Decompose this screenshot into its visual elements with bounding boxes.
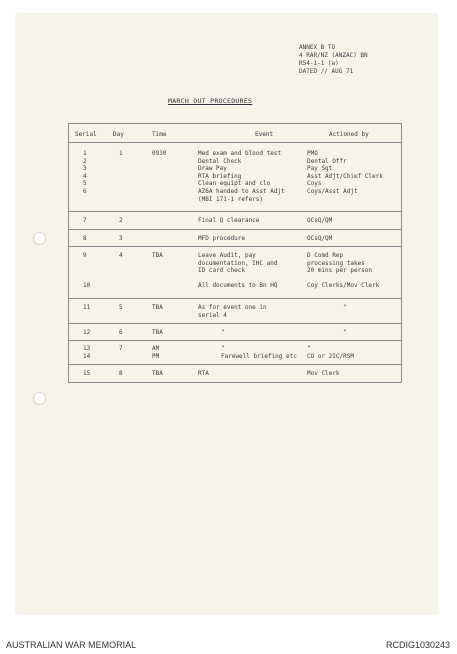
row-4-serial: 9 10 — [83, 252, 91, 290]
row-8-actioned: Mov Clerk — [307, 370, 340, 377]
row-2-day: 2 — [119, 217, 123, 224]
annex-line-3: R54-1-1 (a) — [299, 60, 339, 67]
annex-line-1: ANNEX B TO — [299, 44, 336, 51]
row-divider-3 — [69, 246, 401, 247]
punch-hole-top — [33, 232, 46, 245]
row-7-serial: 13 14 — [83, 345, 91, 360]
row-divider-7 — [69, 364, 401, 365]
footer-record-id: RCDIG1030243 — [385, 640, 450, 650]
punch-hole-bottom — [33, 392, 46, 405]
row-divider-1 — [69, 211, 401, 212]
annex-line-2: 4 RAR/NZ (ANZAC) BN — [299, 52, 368, 59]
row-divider-2 — [69, 229, 401, 230]
row-7-event: " Farewell briefing etc — [221, 345, 297, 360]
row-5-day: 5 — [119, 304, 123, 311]
row-6-time: TBA — [152, 329, 163, 336]
row-8-serial: 15 — [83, 370, 91, 377]
header-day: Day — [113, 131, 124, 138]
header-event: Event — [255, 131, 274, 138]
row-divider-6 — [69, 340, 401, 341]
row-6-day: 6 — [119, 329, 123, 336]
row-4-day: 4 — [119, 252, 123, 259]
row-3-event: MFD procedure — [198, 235, 245, 242]
row-5-time: TBA — [152, 304, 163, 311]
annex-reference — [299, 44, 368, 76]
row-3-actioned: OCsQ/QM — [307, 235, 333, 242]
row-8-time: TBA — [152, 370, 163, 377]
document-title: MARCH OUT PROCEDURES — [168, 97, 253, 105]
row-5-event: As for event one in serial 4 — [198, 304, 267, 319]
footer-archive-name: AUSTRALIAN WAR MEMORIAL — [6, 640, 137, 650]
row-7-day: 7 — [119, 345, 123, 352]
row-7-time: AM PM — [152, 345, 160, 360]
row-1-event: Med exam and blood test Dental Check Draw Pay RTA briefing Clean equipt and clo AZ6A handed to Asst Adjt (MBI 171-1 refers) — [198, 150, 285, 203]
row-6-event: " — [221, 329, 225, 336]
header-divider — [69, 142, 401, 143]
row-1-day: 1 — [119, 150, 123, 157]
row-4-time: TBA — [152, 252, 163, 259]
row-1-serial: 1 2 3 4 5 6 — [83, 150, 87, 195]
procedures-table — [68, 123, 402, 383]
row-3-day: 3 — [119, 235, 123, 242]
row-divider-5 — [69, 323, 401, 324]
row-3-serial: 8 — [83, 235, 87, 242]
row-2-event: Final Q clearance — [198, 217, 260, 224]
header-serial: Serial — [75, 131, 97, 138]
row-1-actioned: PMO Dental Offr Pay Sgt Asst Adjt/Chief Clerk Coys Coys/Asst Adjt — [307, 150, 383, 195]
row-8-event: RTA — [198, 370, 209, 377]
header-actioned-by: Actioned by — [329, 131, 369, 138]
row-7-actioned: " CO or 2IC/RSM — [307, 345, 354, 360]
row-6-actioned: " — [343, 329, 347, 336]
row-4-actioned: D Comd Rep processing takes 20 mins per person Coy Clerks/Mov Clerk — [307, 252, 380, 290]
row-5-actioned: " — [343, 304, 347, 311]
row-5-serial: 11 — [83, 304, 91, 311]
header-time: Time — [152, 131, 167, 138]
row-2-serial: 7 — [83, 217, 87, 224]
row-divider-4 — [69, 298, 401, 299]
row-6-serial: 12 — [83, 329, 91, 336]
row-1-time: 0930 — [152, 150, 167, 157]
row-8-day: 8 — [119, 370, 123, 377]
annex-line-4: DATED // AUG 71 — [299, 68, 354, 75]
row-2-actioned: OCsQ/QM — [307, 217, 333, 224]
row-4-event: Leave Audit, pay documentation, IHC and ID card check All documents to Bn HQ — [198, 252, 278, 290]
